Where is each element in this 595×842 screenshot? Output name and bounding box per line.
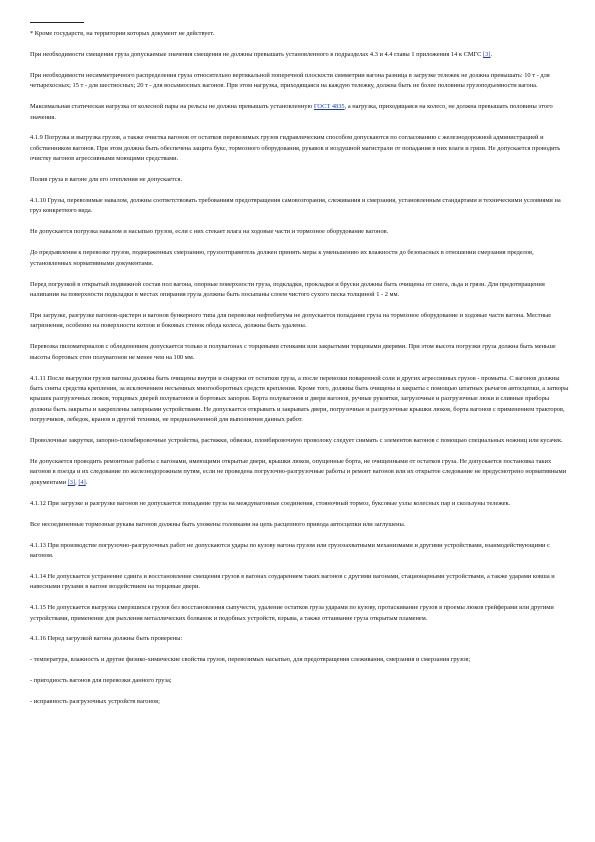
- paragraph-text: Проволочные закрутки, запорно-пломбировочные устройства, растяжки, обвязки, пломбировочную проволоку следует снимать с элементов вагонов с помощью специальных ножниц или кусачек.: [30, 437, 563, 445]
- paragraph: [30, 248, 569, 269]
- paragraph: [30, 603, 569, 624]
- paragraph: [30, 196, 569, 217]
- reference-link[interactable]: [4]: [78, 478, 86, 486]
- paragraph-text: До предъявления к перевозке грузов, подверженных смерзанию, грузоотправитель должен принять меры к уменьшению их влажности до безопасных в отношении смерзания пределов, установленных нормативными документами.: [30, 249, 534, 267]
- reference-link[interactable]: ГОСТ 4835: [313, 103, 345, 111]
- paragraph-text: 4.1.13 При производстве погрузочно-разгрузочных работ не допускаются удары по кузову вагона грузом или грузозахватными механизмами и другими устройствами, взаимодействующими с вагоном.: [30, 541, 550, 559]
- reference-link[interactable]: [3]: [483, 50, 491, 58]
- paragraph: [30, 175, 569, 185]
- document-body: [30, 50, 569, 708]
- paragraph: [30, 50, 569, 60]
- paragraph-text: Полив груза в вагоне для его отепления не допускается.: [30, 176, 183, 184]
- paragraph-text: 4.1.12 При загрузке и разгрузке вагонов не допускается попадание груза на междувагонные соединения, стояночный тормоз, буксовые узлы колесных пар и скользуны тележек.: [30, 499, 511, 507]
- paragraph-text: 4.1.16 Перед загрузкой вагона должны быть проверены:: [30, 635, 183, 643]
- paragraph-text: 4.1.10 Грузы, перевозимые навалом, должны соответствовать требованиям предотвращения самовозгорания, слеживания и смерзания, установленным стандартами и техническими условиями на груз конкретного вида.: [30, 197, 561, 215]
- paragraph-text: Перед погрузкой в открытый подвижной состав пол вагона, опорные поверхности груза, подкладки, прокладки и бруски должны быть очищены от снега, льда и грязи. Для предотвращения налипания на поверхности подкладки в местах опирания груза должны быть посыпаны слоем чистого сухого песка толщиной 1 - 2 мм.: [30, 280, 545, 298]
- paragraph: [30, 436, 569, 446]
- paragraph: [30, 374, 569, 426]
- paragraph-text: При необходимости смещения груза допускаемые значения смещения не должны превышать установленного в подразделах 4.3 и 4.4 главы 1 приложения 14 к СМГС: [30, 50, 484, 58]
- paragraph-text: 4.1.15 Не допускается выгрузка смерзшихся грузов без восстановления сыпучести, удаление остатков груза ударами по кузову, протаскивание грузов в проемы люков грейферами или другими устройствами, применение для рыхления металлических болванок и подобных устройств, взрыва, а также оттаивание груза открытым пламенем.: [30, 604, 554, 622]
- paragraph-text: - исправность разгрузочных устройств вагонов;: [30, 698, 160, 706]
- paragraph: [30, 697, 569, 707]
- paragraph-text: Перевозка пиломатериалов с обледенением допускается только в полувагонах с торцевыми стенками или закрытыми торцевыми дверями. При этом высота погрузки груза должна быть меньше высоты бортовых стен полувагонов не менее чем на 100 мм.: [30, 343, 556, 361]
- paragraph-text: , а нагрузка, приходящаяся на колесо, не должна превышать половины этого значения.: [30, 103, 553, 121]
- paragraph-text: 4.1.11 После выгрузки грузов вагоны должны быть очищены внутри и снаружи от остатков груза, а после перевозки поваренной соли и других агрессивных грузов - промыты. С вагонов должны быть сняты средства крепления, за исключением несъемных многооборотных средств крепления. Кроме того, должны быть очищены и закрыты с помощью штатных рычагов автосцепки, а затворы крышек разгрузочных люков, торцевых дверей полувагонов и бортовых запоров. Борта полувагонов и двери вагонов, ручные рукоятки, загрузочные и разгрузочные люки и сливные приборы должны быть закрыты и закреплены запорными устройствами. Не допускается открывать и закрывать двери, погрузочные и разгрузочные крышки люков, борта вагонов с применением тракторов, погрузчиков, лебедок, кранов и другой техники, не предназначенной для выполнения данных работ.: [30, 374, 569, 424]
- paragraph: [30, 541, 569, 562]
- paragraph-text: .: [85, 478, 88, 486]
- paragraph-text: Все несоединенные тормозные рукава вагонов должны быть уложены головками на цепь расцепного привода автосцепки или заглушены.: [30, 520, 406, 528]
- paragraph-text: 4.1.14 Не допускается устранение сдвига и восстановление смещения грузов в вагонах соударением таких вагонов с другими вагонами, стационарными устройствами, а также ударами ковша и навесными грузами в вагоне воздействием на торцевые двери.: [30, 572, 555, 591]
- paragraph: [30, 572, 569, 593]
- paragraph: [30, 520, 569, 530]
- paragraph-text: При необходимости несимметричного распределения груза относительно вертикальной поперечной плоскости симметрии вагона разница в загрузке тележек не должна превышать: 10 т - для четырехосных; 15 т - для шестиосных; 20 т - для восьмиосных вагонов. При этом нагрузка, приходящаяся на каждую тележку, должна быть не более половины грузоподъемности вагона.: [30, 71, 550, 90]
- paragraph-text: При загрузке, разгрузке вагонов-цистерн и вагонов бункерного типа для перевозки нефтебитума не допускается попадание груза на тормозное оборудование и ходовые части вагона. Местные загрязнения, особенно на поверхности котлов и боковых стенок обода колеса, должны быть удалены.: [30, 311, 552, 330]
- paragraph: [30, 655, 569, 665]
- paragraph: [30, 342, 569, 363]
- paragraph-text: - пригодность вагонов для перевозки данного груза;: [30, 677, 172, 685]
- paragraph-text: .: [490, 50, 493, 58]
- paragraph: [30, 102, 569, 123]
- footnote-divider: [30, 22, 84, 23]
- paragraph: [30, 457, 569, 488]
- paragraph: [30, 227, 569, 237]
- paragraph-text: Максимальная статическая нагрузка от колесной пары на рельсы не должна превышать установленную: [30, 103, 314, 111]
- paragraph-text: Не допускается погрузка навалом и насыпью грузов, если с них стекает влага на ходовые части и тормозное оборудование вагонов.: [30, 228, 389, 236]
- paragraph: [30, 311, 569, 332]
- reference-link[interactable]: [3]: [67, 478, 76, 486]
- paragraph: [30, 71, 569, 92]
- paragraph-text: - температура, влажность и другие физико-химические свойства грузов, перевозимых насыпью, для предотвращения слеживания, смерзания и смерзания грузов;: [30, 656, 471, 664]
- paragraph-text: Не допускается проводить ремонтные работы с вагонами, имеющими открытые двери, крышки люков, опущенные борта, не очищенными от остатков груза. Не допускается постановка таких вагонов в поезда и их следование по железнодорожным путям, если не проведена погрузочно-разгрузочные работы и ремонт вагонов или их открытое следование не предусмотрено нормативными документами: [30, 457, 567, 486]
- paragraph-text: 4.1.9 Погрузка и выгрузка грузов, а также очистка вагонов от остатков перевозимых грузов гидравлическим способом допускаются по согласованию с железнодорожной администрацией и собственником вагонов. При этом должна быть обеспечена защита букс, тормозного оборудования, рукавов и воздушной магистрали от попадания в них влаги и грязи. Не допускается проводить очистку вагонов агрессивными моющими средствами.: [30, 134, 561, 163]
- paragraph: [30, 133, 569, 164]
- paragraph-text: ,: [75, 478, 79, 486]
- paragraph: [30, 280, 569, 301]
- footnote: * Кроме государств, на территории которых документ не действует.: [30, 30, 215, 37]
- paragraph: [30, 634, 569, 644]
- paragraph: [30, 676, 569, 686]
- paragraph: [30, 499, 569, 509]
